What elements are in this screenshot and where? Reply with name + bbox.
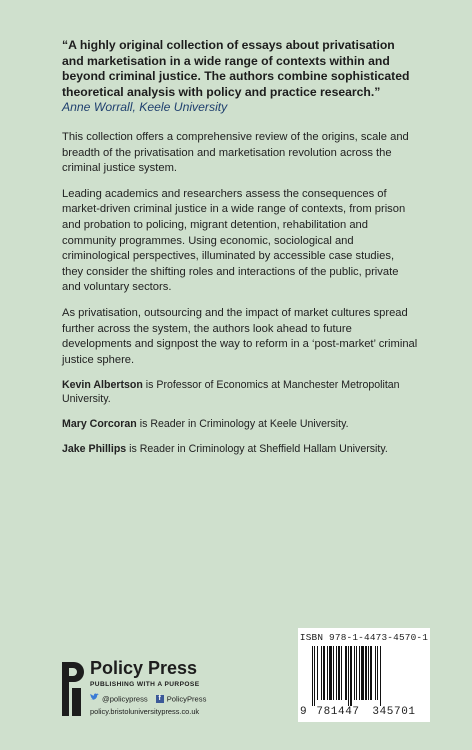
isbn-lead-digit: 9 — [300, 706, 307, 718]
author-name: Kevin Albertson — [62, 379, 143, 392]
publisher-logo — [60, 658, 260, 728]
author-bio — [62, 442, 418, 456]
facebook-icon: f — [156, 695, 164, 703]
publisher-url[interactable]: policy.bristoluniversitypress.co.uk — [90, 707, 200, 716]
endorsement-quote — [62, 38, 414, 116]
barcode — [298, 628, 430, 722]
isbn-right-digits: 345701 — [372, 706, 416, 718]
policy-press-logo-icon — [60, 658, 84, 718]
isbn-label: ISBN 978-1-4473-4570-1 — [299, 632, 429, 643]
facebook-handle[interactable]: PolicyPress — [166, 694, 207, 704]
author-bio — [62, 417, 418, 431]
publisher-social — [90, 693, 206, 704]
quote-text: “A highly original collection of essays about privatisation and marketisation in a wide range of contexts within and beyond criminal justice. The authors combine sophisticated theoretical analysis with policy and practice research.” — [62, 38, 410, 99]
isbn-left-digits: 781447 — [316, 706, 360, 718]
author-bio-text: is Reader in Criminology at Keele University. — [136, 418, 349, 431]
author-name: Jake Phillips — [62, 443, 127, 456]
blurb-paragraph: Leading academics and researchers assess the consequences of market-driven criminal justice in a wide range of contexts, from prison and probation to policing, migrant detention, rehabilitation and community programmes. Using economic, sociological and criminological perspectives, illuminated by accessible case studies, they consider the shifting roles and interactions of the public, private and voluntary sectors. — [62, 187, 406, 294]
blurb — [62, 130, 418, 467]
twitter-handle[interactable]: @policypress — [102, 694, 148, 704]
author-bio-text: is Professor of Economics at Manchester Metropolitan University. — [62, 379, 400, 406]
author-bio-text: is Reader in Criminology at Sheffield Hallam University. — [126, 443, 388, 456]
blurb-paragraph: As privatisation, outsourcing and the impact of market cultures spread further across the system, the authors look ahead to future developments and signpost the way to reform in a ‘post-market’ criminal justice sphere. — [62, 306, 418, 366]
twitter-icon — [90, 693, 99, 701]
author-bio — [62, 378, 418, 406]
barcode-icon — [308, 646, 422, 706]
author-name: Mary Corcoran — [62, 418, 137, 431]
blurb-paragraph: This collection offers a comprehensive review of the origins, scale and breadth of the privatisation and marketisation revolution across the criminal justice system. — [62, 131, 409, 175]
publisher-name: Policy Press — [90, 658, 198, 678]
quote-attribution: Anne Worrall, Keele University — [62, 100, 228, 114]
publisher-tagline: PUBLISHING WITH A PURPOSE — [90, 681, 200, 688]
